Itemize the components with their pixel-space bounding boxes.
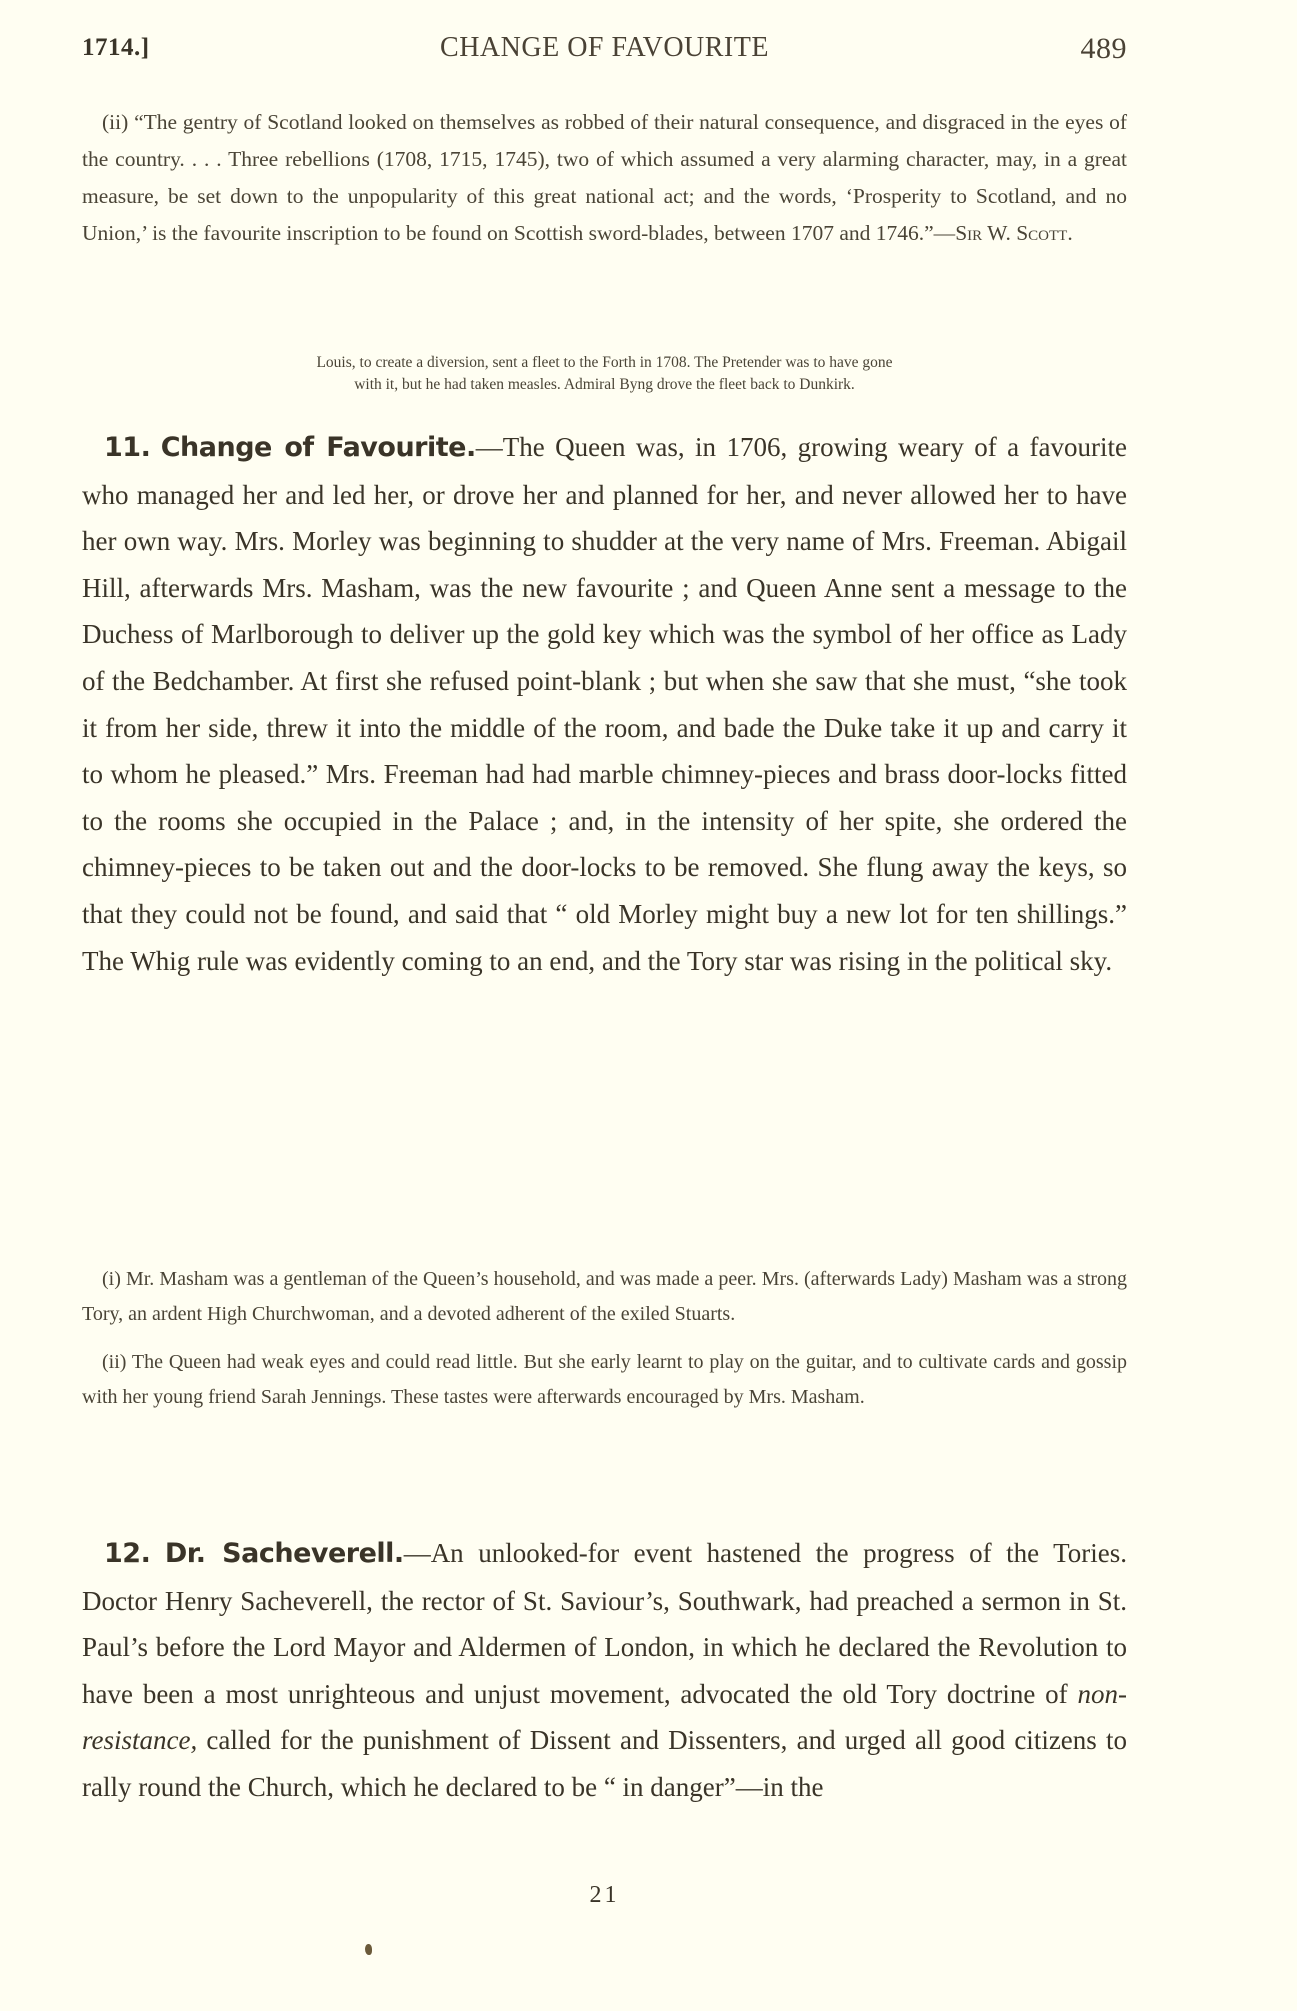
section-title: Change of Favourite.: [160, 432, 476, 463]
note-item: [82, 1345, 1127, 1414]
section-11: [82, 424, 1127, 984]
footnote-scott-quote: [82, 104, 1127, 252]
note-attribution: Sir W. Scott.: [955, 221, 1073, 245]
note-text: The Queen had weak eyes and could read little. But she early learnt to play on the guitar, and to cultivate cards and gossip with her young friend Sarah Jennings. These tastes were afterwards encouraged by Mrs. Masham.: [82, 1351, 1127, 1408]
note-item: [82, 1262, 1127, 1331]
section-12: [82, 1530, 1127, 1811]
section-title: Dr. Sacheverell.: [164, 1538, 404, 1569]
running-head: [82, 32, 1127, 72]
side-note-line: with it, but he had taken measles. Admiral Byng drove the fleet back to Dunkirk.: [354, 376, 855, 393]
section-number: 11.: [104, 432, 151, 463]
ink-speck: [365, 1944, 372, 1955]
note-label: (ii): [102, 110, 129, 134]
note-label: (ii): [102, 1351, 127, 1373]
section-number: 12.: [104, 1538, 151, 1569]
note-text: “The gentry of Scotland looked on themselves as robbed of their natural consequence, and disgraced in the eyes of the country. . . . Three rebellions (1708, 1715, 1745), two of which assumed a very alarming character, may, in a great measure, be set down to the unpopularity of this great national act; and the words, ‘Prosperity to Scotland, and no Union,’ is the favourite inscription to be found on Scottish sword-blades, between 1707 and 1746.”—: [82, 110, 1127, 245]
running-head-title: CHANGE OF FAVOURITE: [440, 32, 769, 63]
notes-section-11: [82, 1262, 1127, 1414]
running-head-year: 1714.]: [82, 34, 150, 61]
section-text: —The Queen was, in 1706, growing weary of a favourite who managed her and led her, or drove her and planned for her, and never allowed her to have her own way. Mrs. Morley was beginning to shudder at the very name of Mrs. Freeman. Abigail Hill, afterwards Mrs. Masham, was the new favourite ; and Queen Anne sent a message to the Duchess of Marlborough to deliver up the gold key which was the symbol of her office as Lady of the Bedchamber. At first she refused point-blank ; but when she saw that she must, “she took it from her side, threw it into the middle of the room, and bade the Duke take it up and carry it to whom he pleased.” Mrs. Freeman had had marble chimney-pieces and brass door-locks fitted to the rooms she occupied in the Palace ; and, in the intensity of her spite, she ordered the chimney-pieces to be taken out and the door-locks to be removed. She flung away the keys, so that they could not be found, and said that “ old Morley might buy a new lot for ten shillings.” The Whig rule was evidently coming to an end, and the Tory star was rising in the political sky.: [82, 432, 1127, 976]
side-note-forth-fleet: [82, 352, 1127, 396]
italic-term: non-resistance,: [82, 1678, 1127, 1756]
section-text: —An unlooked-for event hastened the progress of the Tories. Doctor Henry Sacheverell, the rector of St. Saviour’s, Southwark, had preached a sermon in St. Paul’s before the Lord Mayor and Aldermen of London, in which he declared the Revolution to have been a most unrighteous and unjust movement, advocated the old Tory doctrine of: [82, 1538, 1128, 1709]
page-number: 489: [1080, 32, 1127, 65]
note-text: Mr. Masham was a gentleman of the Queen’s household, and was made a peer. Mrs. (afterwards Lady) Masham was a strong Tory, an ardent High Churchwoman, and a devoted adherent of the exiled Stuarts.: [82, 1268, 1128, 1325]
section-text-continued: called for the punishment of Dissent and Dissenters, and urged all good citizens to rally round the Church, which he declared to be “ in danger”—in the: [82, 1725, 1127, 1802]
side-note-line: Louis, to create a diversion, sent a fleet to the Forth in 1708. The Pretender was to have gone: [316, 354, 893, 371]
note-label: (i): [102, 1268, 121, 1290]
signature-mark: 21: [589, 1882, 620, 1908]
